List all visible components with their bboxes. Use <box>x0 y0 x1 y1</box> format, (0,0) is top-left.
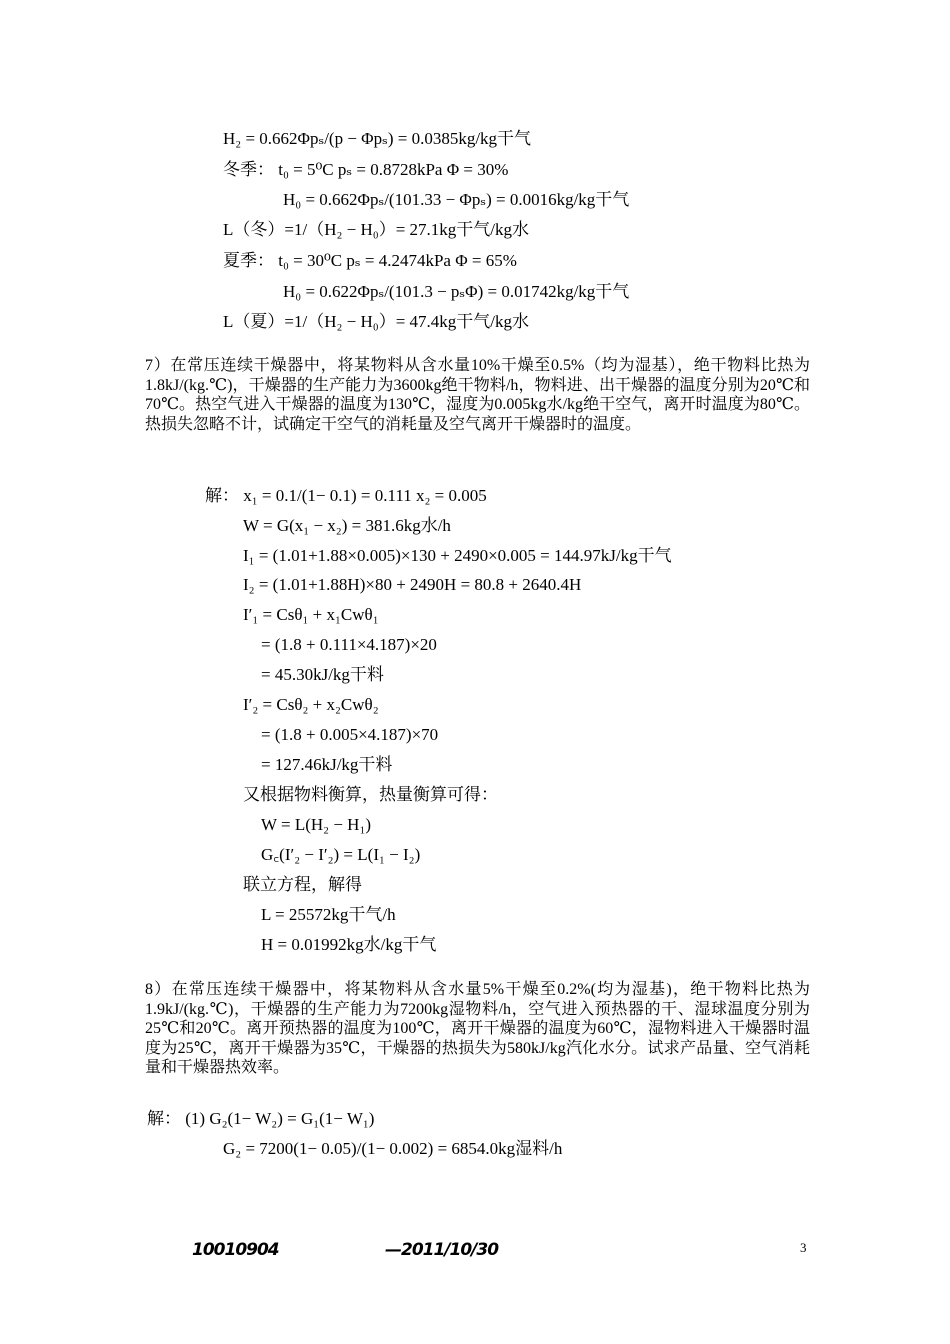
solution-8-line: 解： (1) G₂(1− W₂) = G₁(1− W₁) <box>147 1109 375 1128</box>
problem-7-text: 7）在常压连续干燥器中，将某物料从含水量10%干燥至0.5%（均为湿基），绝干物料比热为1.8kJ/(kg.℃)，干燥器的生产能力为3600kg绝干物料/h，物料进、出干燥器的温度分别为20℃和70℃。热空气进入干燥器的温度为130℃，湿度为0.005kg水/kg绝干空气，离开时温度为80℃。热损失忽略不计，试确定干空气的消耗量及空气离开干燥器时的温度。 <box>145 357 810 433</box>
solution-7-line: = (1.8 + 0.005×4.187)×70 <box>261 725 439 744</box>
page-number: 3 <box>800 1240 807 1255</box>
solution-7-line: W = G(x₁ − x₂) = 381.6kg水/h <box>243 516 451 535</box>
equation-winter-l: L（冬）=1/（H₂ − H₀）= 27.1kg干气/kg水 <box>223 220 529 239</box>
solution-7-line: I′₁ = Csθ₁ + x₁Cwθ₁ <box>243 605 379 624</box>
solution-7-line: = 127.46kJ/kg干料 <box>261 755 393 774</box>
equation-winter-h0: H₀ = 0.662Φpₛ/(101.33 − Φpₛ) = 0.0016kg/kg干气 <box>283 190 630 209</box>
equation-summer-conditions: 夏季： t₀ = 30⁰C pₛ = 4.2474kPa Φ = 65% <box>223 251 517 270</box>
footer-student-id: 10010904 <box>192 1240 279 1260</box>
solution-7-line: W = L(H₂ − H₁) <box>261 815 372 834</box>
solution-8-line: G₂ = 7200(1− 0.05)/(1− 0.002) = 6854.0kg湿料/h <box>223 1139 563 1158</box>
footer-date: —2011/10/30 <box>385 1240 499 1260</box>
solution-7-line: I′₂ = Csθ₂ + x₂Cwθ₂ <box>243 695 379 714</box>
equation-summer-h0: H₀ = 0.622Φpₛ/(101.3 − pₛΦ) = 0.01742kg/kg干气 <box>283 282 630 301</box>
solution-7-line: G꜀(I′₂ − I′₂) = L(I₁ − I₂) <box>261 845 421 864</box>
solution-7-line: = (1.8 + 0.111×4.187)×20 <box>261 635 437 654</box>
solution-7-line: 又根据物料衡算，热量衡算可得： <box>243 785 498 804</box>
equation-winter-conditions: 冬季： t₀ = 5⁰C pₛ = 0.8728kPa Φ = 30% <box>223 160 509 179</box>
equation-h2: H₂ = 0.662Φpₛ/(p − Φpₛ) = 0.0385kg/kg干气 <box>223 129 532 148</box>
solution-7-line: I₂ = (1.01+1.88H)×80 + 2490H = 80.8 + 2640.4H <box>243 575 582 594</box>
solution-7-line: 联立方程，解得 <box>243 875 362 894</box>
solution-7-line: H = 0.01992kg水/kg干气 <box>261 935 437 954</box>
problem-8-text: 8）在常压连续干燥器中，将某物料从含水量5%干燥至0.2%(均为湿基)，绝干物料比热为1.9kJ/(kg.℃)，干燥器的生产能力为7200kg湿物料/h，空气进入预热器的干、湿球温度分别为25℃和20℃。离开预热器的温度为100℃，离开干燥器的温度为60℃，湿物料进入干燥器时温度为25℃，离开干燥器为35℃，干燥器的热损失为580kJ/kg汽化水分。试求产品量、空气消耗量和干燥器热效率。 <box>145 981 810 1076</box>
solution-7-line: L = 25572kg干气/h <box>261 905 396 924</box>
equation-summer-l: L（夏）=1/（H₂ − H₀）= 47.4kg干气/kg水 <box>223 312 529 331</box>
solution-7-line: 解： x₁ = 0.1/(1− 0.1) = 0.111 x₂ = 0.005 <box>205 486 487 505</box>
solution-7-line: = 45.30kJ/kg干料 <box>261 665 384 684</box>
solution-7-line: I₁ = (1.01+1.88×0.005)×130 + 2490×0.005 = 144.97kJ/kg干气 <box>243 546 672 565</box>
